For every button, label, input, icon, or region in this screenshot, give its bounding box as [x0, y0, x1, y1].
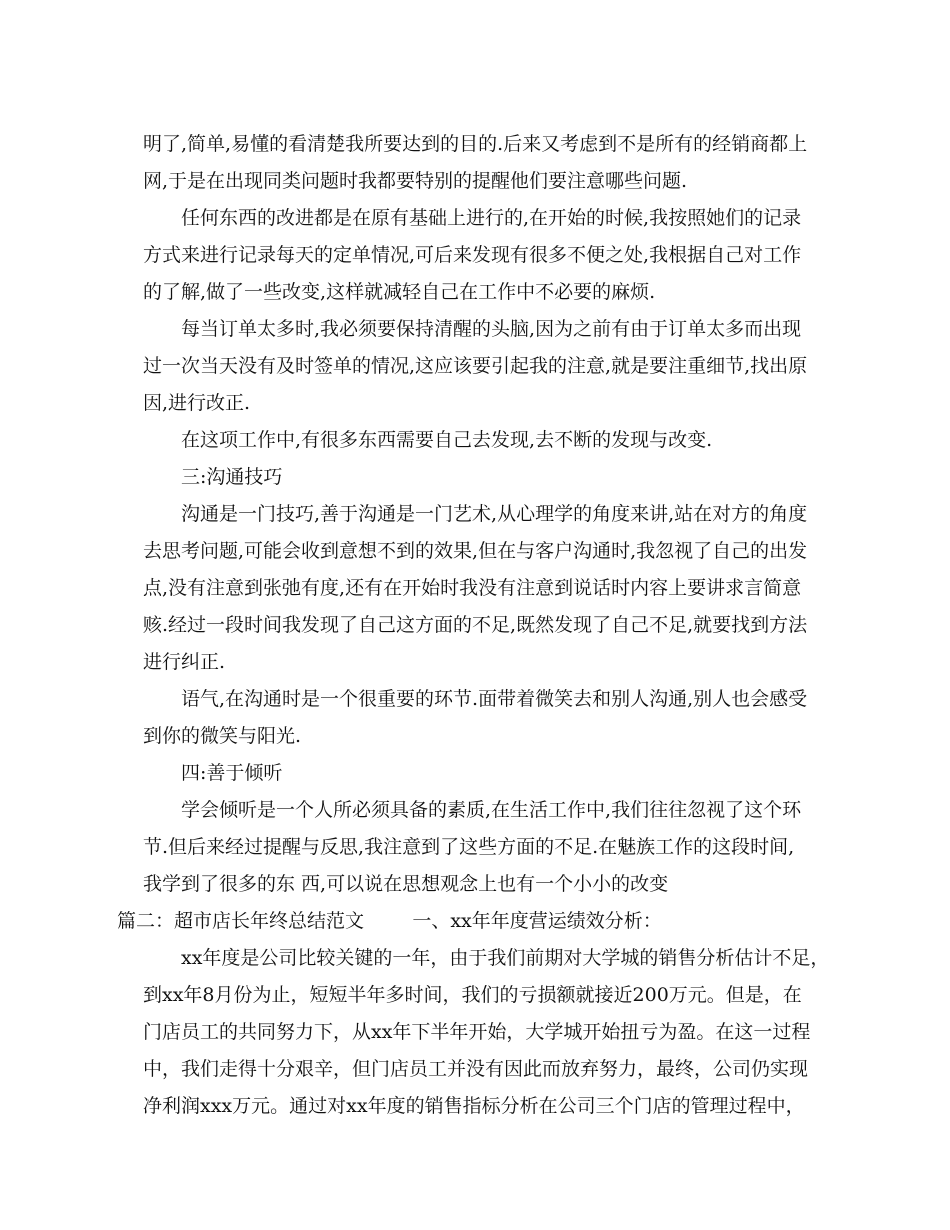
text-line: 方式来进行记录每天的定单情况,可后来发现有很多不便之处,我根据自己对工作	[143, 244, 802, 266]
text-line: 学会倾听是一个人所必须具备的素质,在生活工作中,我们往往忽视了这个环	[181, 799, 802, 821]
text-line: 节.但后来经过提醒与反思,我注意到了这些方面的不足.在魅族工作的这段时间,	[143, 836, 795, 858]
text-line: 我学到了很多的东 西,可以说在思想观念上也有一个小小的改变	[143, 873, 669, 895]
text-line: 网,于是在出现同类问题时我都要特别的提醒他们要注意哪些问题.	[143, 170, 688, 192]
text-line: 每当订单太多时,我必须要保持清醒的头脑,因为之前有由于订单太多而出现	[181, 318, 802, 340]
text-line: 去思考问题,可能会收到意想不到的效果,但在与客户沟通时,我忽视了自己的出发	[143, 540, 808, 562]
text-line: 的了解,做了一些改变,这样就减轻自己在工作中不必要的麻烦.	[143, 281, 656, 303]
section-heading: 四:善于倾听	[181, 762, 283, 784]
text-line: 净利润xxx万元。通过对xx年度的销售指标分析在公司三个门店的管理过程中，	[143, 1095, 805, 1117]
section-heading: 三:沟通技巧	[181, 466, 283, 488]
text-line: 过一次当天没有及时签单的情况,这应该要引起我的注意,就是要注重细节,找出原	[143, 355, 808, 377]
text-line: 任何东西的改进都是在原有基础上进行的,在开始的时候,我按照她们的记录	[181, 207, 802, 229]
text-line: 明了,简单,易懂的看清楚我所要达到的目的.后来又考虑到不是所有的经销商都上	[143, 133, 808, 155]
text-line: 到你的微笑与阳光.	[143, 725, 302, 747]
article-heading: 篇二：超市店长年终总结范文 一、xx年年度营运绩效分析：	[117, 910, 662, 932]
text-line: 门店员工的共同努力下，从xx年下半年开始，大学城开始扭亏为盈。在这一过程	[143, 1021, 811, 1043]
text-line: 赅.经过一段时间我发现了自己这方面的不足,既然发现了自己不足,就要找到方法	[143, 614, 808, 636]
text-line: 点,没有注意到张弛有度,还有在开始时我没有注意到说话时内容上要讲求言简意	[143, 577, 802, 599]
text-line: 因,进行改正.	[143, 392, 251, 414]
text-line: 进行纠正.	[143, 651, 226, 673]
text-line: 在这项工作中,有很多东西需要自己去发现,去不断的发现与改变.	[181, 429, 713, 451]
text-line: 中，我们走得十分艰辛，但门店员工并没有因此而放弃努力，最终，公司仍实现	[143, 1058, 809, 1080]
text-line: xx年度是公司比较关键的一年，由于我们前期对大学城的销售分析估计不足，	[181, 947, 830, 969]
text-line: 到xx年8月份为止，短短半年多时间，我们的亏损额就接近200万元。但是，在	[143, 984, 802, 1006]
text-line: 语气,在沟通时是一个很重要的环节.面带着微笑去和别人沟通,别人也会感受	[181, 688, 808, 710]
text-line: 沟通是一门技巧,善于沟通是一门艺术,从心理学的角度来讲,站在对方的角度	[181, 503, 808, 525]
